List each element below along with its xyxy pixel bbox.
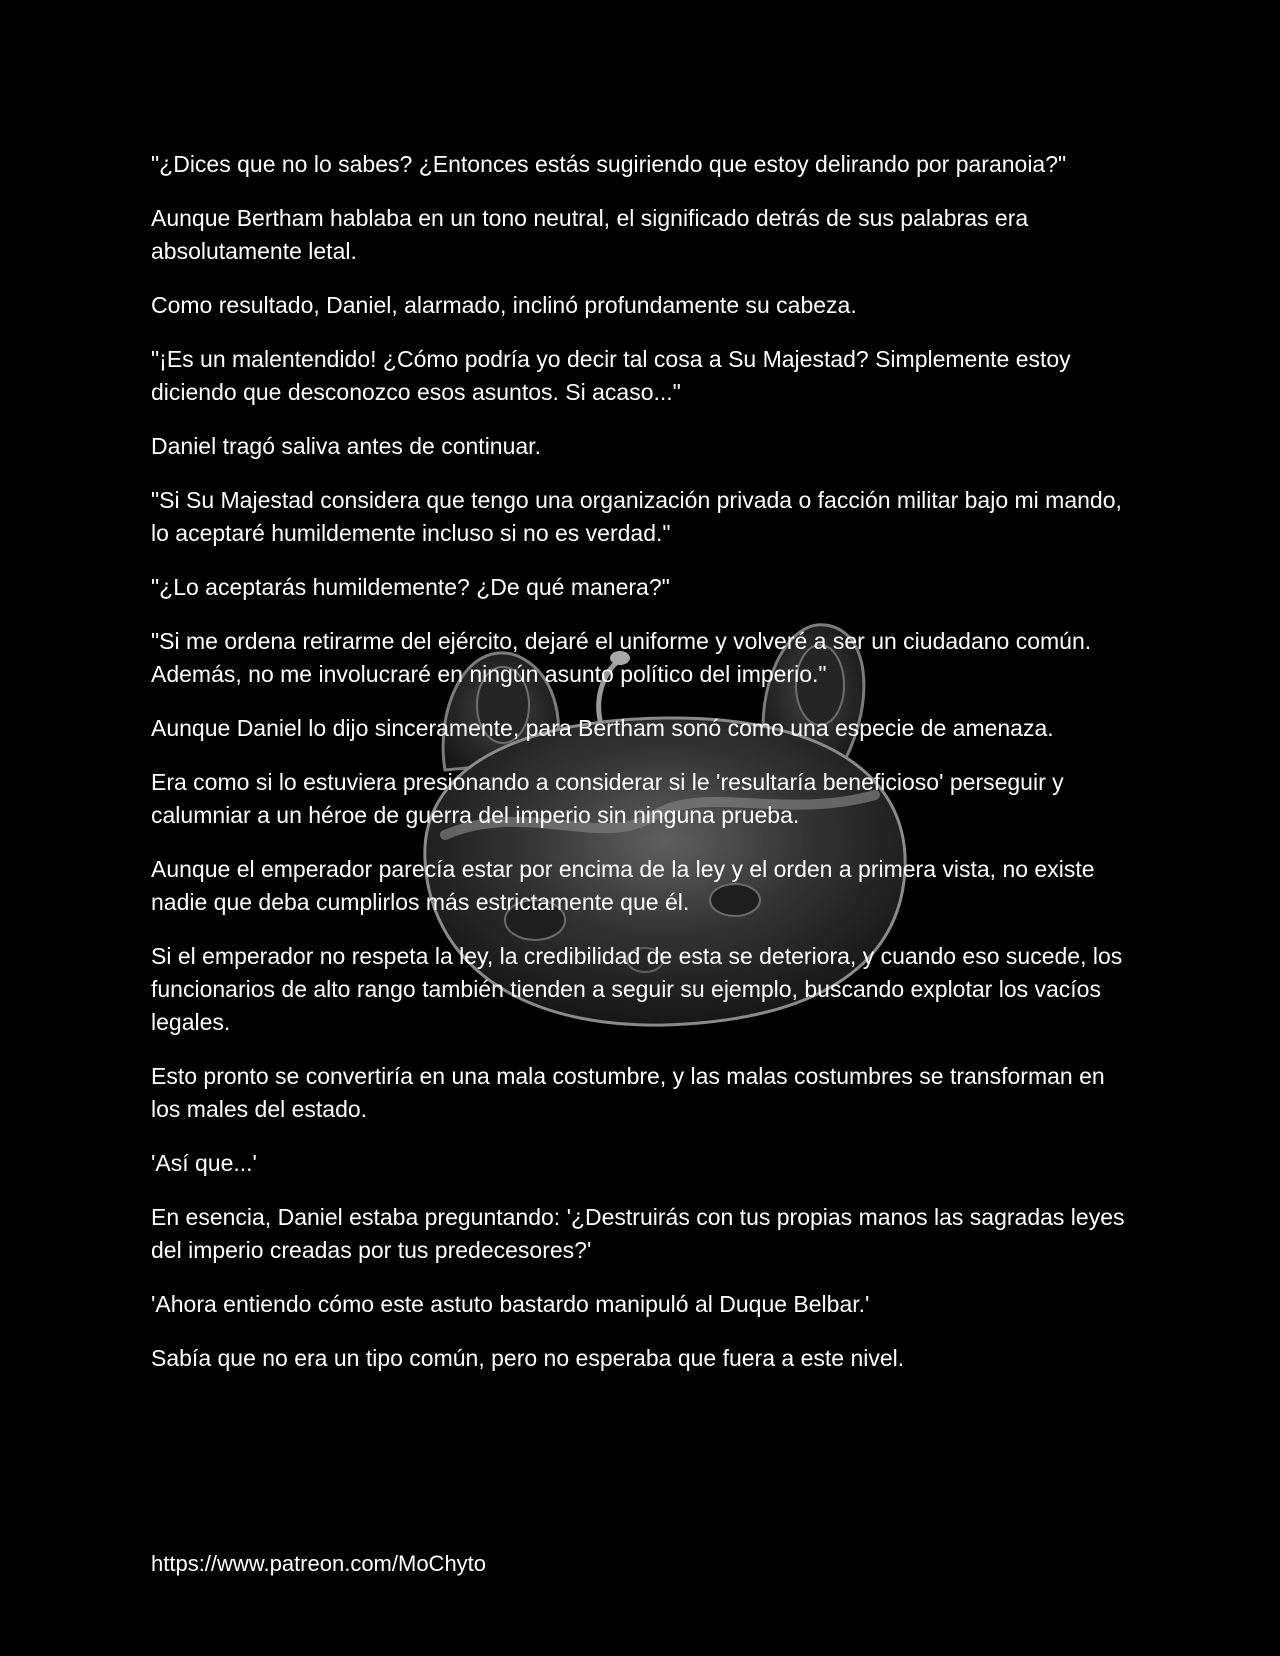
paragraph: Aunque Daniel lo dijo sinceramente, para Bertham sonó como una especie de amenaza. (151, 715, 1054, 741)
paragraph: Como resultado, Daniel, alarmado, inclinó profundamente su cabeza. (151, 292, 857, 318)
patreon-link[interactable]: https://www.patreon.com/MoChyto (151, 1551, 487, 1576)
paragraph: 'Ahora entiendo cómo este astuto bastardo manipuló al Duque Belbar.' (151, 1291, 870, 1317)
paragraph: "Si Su Majestad considera que tengo una organización privada o facción militar bajo mi mando, lo aceptaré humildemente incluso si no es verdad." (151, 487, 1122, 546)
paragraph: Daniel tragó saliva antes de continuar. (151, 433, 541, 459)
paragraph: 'Así que...' (151, 1150, 257, 1176)
paragraph: "¡Es un malentendido! ¿Cómo podría yo decir tal cosa a Su Majestad? Simplemente estoy diciendo que desconozco esos asuntos. Si acaso..." (151, 346, 1071, 405)
paragraph: Aunque el emperador parecía estar por encima de la ley y el orden a primera vista, no existe nadie que deba cumplirlos más estrictamente que él. (151, 856, 1095, 915)
paragraph: Aunque Bertham hablaba en un tono neutral, el significado detrás de sus palabras era absolutamente letal. (151, 205, 1029, 264)
paragraph: En esencia, Daniel estaba preguntando: '¿Destruirás con tus propias manos las sagradas leyes del imperio creadas por tus predecesores?' (151, 1204, 1125, 1263)
paragraph: Esto pronto se convertiría en una mala costumbre, y las malas costumbres se transforman en los males del estado. (151, 1063, 1105, 1122)
paragraph: Si el emperador no respeta la ley, la credibilidad de esta se deteriora, y cuando eso sucede, los funcionarios de alto rango también tienden a seguir su ejemplo, buscando explotar los vacíos legales. (151, 943, 1123, 1035)
paragraph: Sabía que no era un tipo común, pero no esperaba que fuera a este nivel. (151, 1345, 905, 1371)
paragraph: "¿Lo aceptarás humildemente? ¿De qué manera?" (151, 574, 670, 600)
paragraph: "Si me ordena retirarme del ejército, dejaré el uniforme y volveré a ser un ciudadano común. Además, no me involucraré en ningún asunto político del imperio." (151, 628, 1092, 687)
paragraph: Era como si lo estuviera presionando a considerar si le 'resultaría beneficioso' perseguir y calumniar a un héroe de guerra del imperio sin ninguna prueba. (151, 769, 1064, 828)
paragraph: "¿Dices que no lo sabes? ¿Entonces estás sugiriendo que estoy delirando por paranoia?" (151, 151, 1067, 177)
document-body (151, 148, 1136, 1396)
